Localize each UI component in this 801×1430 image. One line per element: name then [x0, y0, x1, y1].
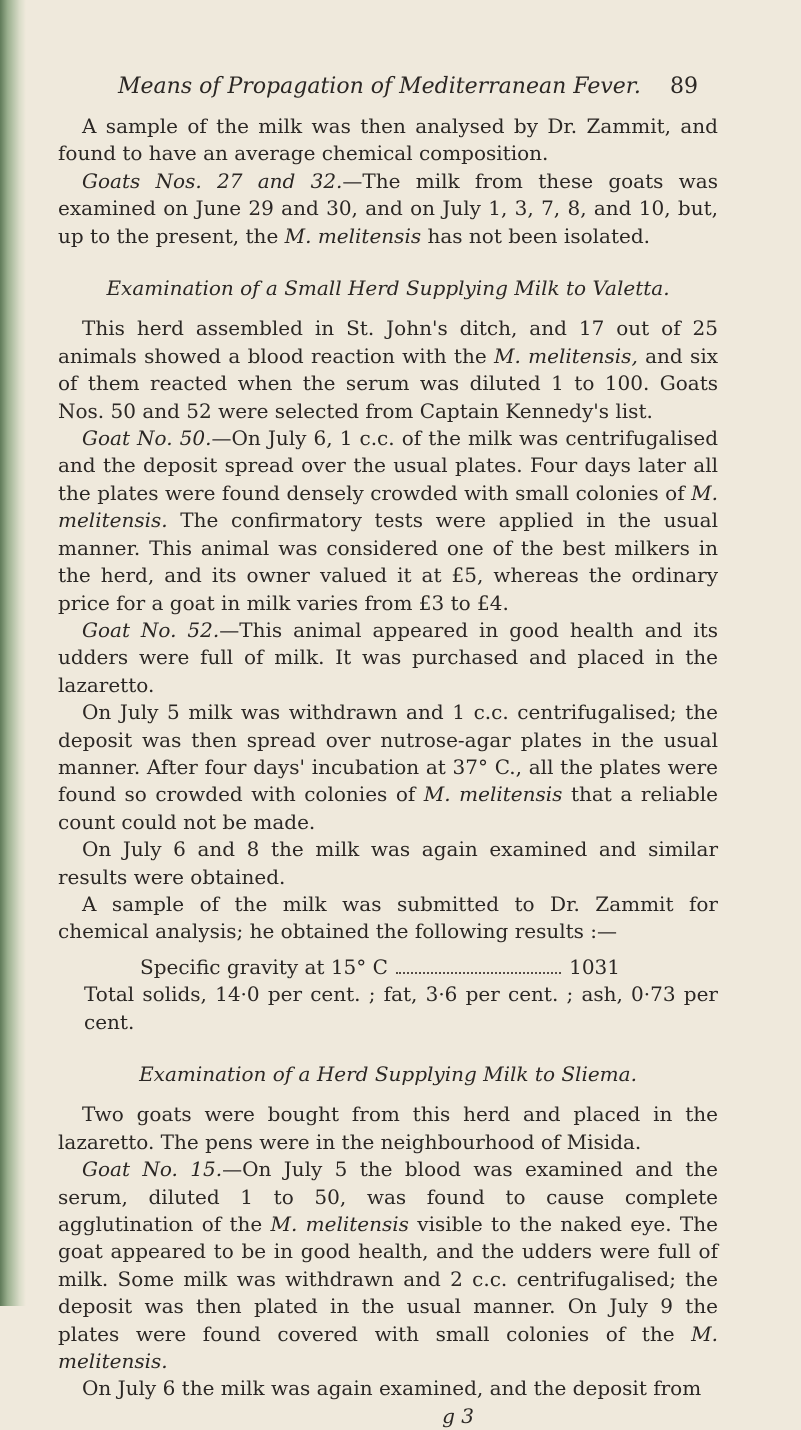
specific-gravity-row [140, 954, 620, 981]
running-title: Means of Propagation of Mediterranean Fever. [118, 74, 641, 99]
paragraph-chemical-analysis: A sample of the milk was submitted to Dr. Zammit for chemical analysis; he obtained the following results :— [58, 891, 718, 944]
specific-gravity-value: 1031 [569, 954, 620, 979]
page-content [58, 113, 718, 1430]
section-heading-valetta: Examination of a Small Herd Supplying Milk to Valetta. [106, 276, 670, 301]
paragraph-july-6-8: On July 6 and 8 the milk was again examined and similar results were obtained. [58, 837, 718, 889]
page-number: 89 [670, 74, 698, 99]
leader-dots [396, 954, 561, 974]
paragraph-july-5: On July 5 milk was withdrawn and 1 c.c. centrifugalised; the deposit was then spread over nutrose-agar plates in the usual manner. After four days' incubation at 37° C., all the plates were found so crowded with colonies of M. melitensis that a reliable count could not be made. [58, 700, 718, 834]
lead-goats-27-32: Goats Nos. 27 and 32. [82, 168, 343, 193]
book-spine-shadow [0, 0, 26, 1306]
section-heading-sliema: Examination of a Herd Supplying Milk to Sliema. [139, 1062, 637, 1086]
paragraph-goat-15: Goat No. 15.—On July 5 the blood was examined and the serum, diluted 1 to 50, was found to cause complete agglutination of the M. melitensis visible to the naked eye. The goat appeared to be in good health, and the udders were full of milk. Some milk was withdrawn and 2 c.c. centrifugalised; the deposit was then plated in the usual manner. On July 9 the plates were found covered with small colonies of the M. melitensis. [58, 1157, 718, 1374]
paragraph-goat-52: Goat No. 52.—This animal appeared in good health and its udders were full of milk. It was purchased and placed in the lazaretto. [58, 617, 719, 697]
paragraph-sample-analysis: A sample of the milk was then analysed by Dr. Zammit, and found to have an average chemical composition. [58, 114, 718, 166]
running-header [118, 74, 698, 104]
paragraph-two-goats: Two goats were bought from this herd and placed in the lazaretto. The pens were in the neighbourhood of Misida. [58, 1102, 718, 1154]
paragraph-goat-50: Goat No. 50.—On July 6, 1 c.c. of the milk was centrifugalised and the deposit spread over the usual plates. Four days later all the plates were found densely crowded with small colonies of M. melitensis. The confirmatory tests were applied in the usual manner. This animal was considered one of the best milkers in the herd, and its owner valued it at £5, whereas the ordinary price for a goat in milk varies from £3 to £4. [58, 426, 719, 615]
analysis-totals: Total solids, 14·0 per cent. ; fat, 3·6 per cent. ; ash, 0·73 per cent. [84, 982, 718, 1034]
paragraph-july-6-milk: On July 6 the milk was again examined, and the deposit from [82, 1376, 702, 1401]
paragraph-herd-st-johns: This herd assembled in St. John's ditch, and 17 out of 25 animals showed a blood reaction with the M. melitensis, and six of them reacted when the serum was diluted 1 to 100. Goats Nos. 50 and 52 were selected from Captain Kennedy's list. [58, 316, 718, 423]
specific-gravity-label: Specific gravity at 15° C [140, 954, 388, 979]
paragraph-goats-27-32: Goats Nos. 27 and 32.—The milk from these goats was examined on June 29 and 30, and on July 1, 3, 7, 8, and 10, but, up to the present, the M. melitensis has not been isolated. [58, 168, 718, 248]
signature-mark: g 3 [442, 1403, 474, 1428]
